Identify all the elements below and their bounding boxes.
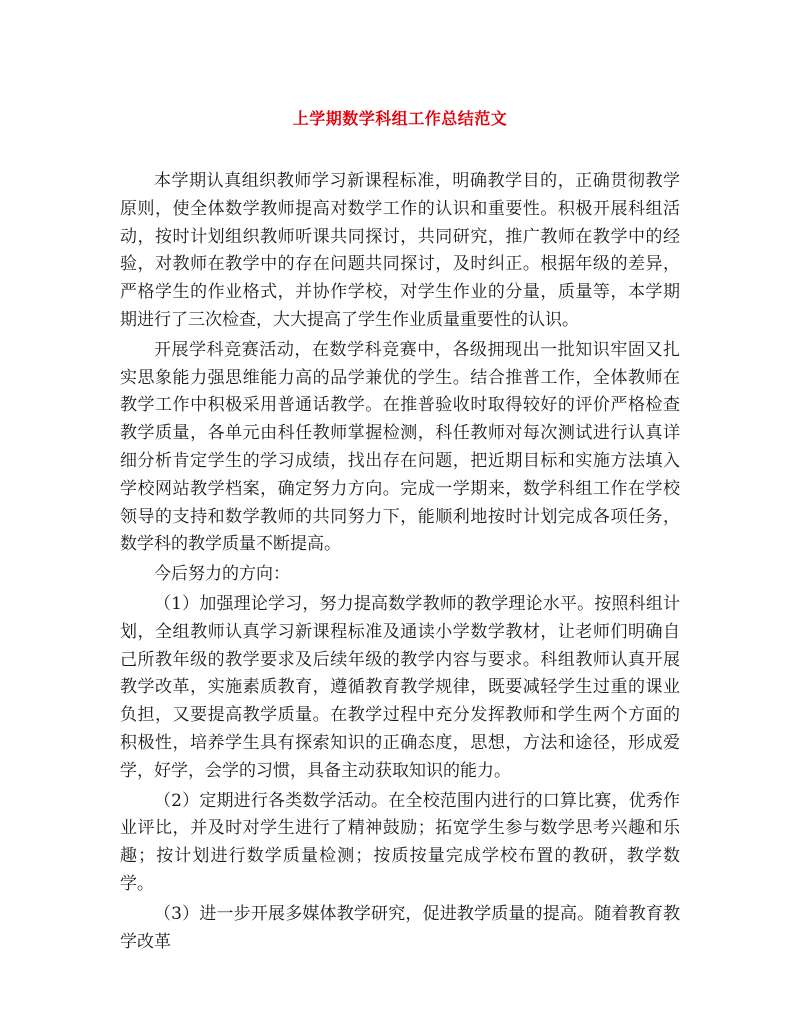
paragraph-intro: 本学期认真组织教师学习新课程标准，明确教学目的，正确贯彻教学原则，使全体数学教师提高对数学工作的认识和重要性。积极开展科组活动，按时计划组织教师听课共同探讨，共同研究，推广教师在教学中的经验，对教师在教学中的存在问题共同探讨，及时纠正。根据年级的差异，严格学生的作业格式，并协作学校，对学生作业的分量，质量等，本学期期进行了三次检查，大大提高了学生作业质量重要性的认识。 [120, 171, 680, 330]
paragraph-item-3: （3）进一步开展多媒体教学研究，促进教学质量的提高。随着教育教学改革 [120, 903, 680, 952]
paragraph-item-2: （2）定期进行各类数学活动。在全校范围内进行的口算比赛，优秀作业评比，并及时对学生进行了精神鼓励；拓宽学生参与数学思考兴趣和乐趣；按计划进行数学质量检测；按质按量完成学校布置的教研，教学数学。 [120, 790, 680, 894]
document-title: 上学期数学科组工作总结范文 [292, 109, 508, 128]
paragraph-competition: 开展学科竞赛活动，在数学科竞赛中，各级拥现出一批知识牢固又扎实思象能力强思维能力高的品学兼优的学生。结合推普工作，全体教师在教学工作中积极采用普通话教学。在推普验收时取得较好的评价严格检查教学质量，各单元由科任教师掌握检测，科任教师对每次测试进行认真详细分析肯定学生的学习成绩，找出存在问题，把近期目标和实施方法填入学校网站教学档案，确定努力方向。完成一学期来，数学科组工作在学校领导的支持和数学教师的共同努力下，能顺利地按时计划完成各项任务，数学科的教学质量不断提高。 [120, 339, 680, 555]
paragraph-future-heading: 今后努力的方向： [154, 564, 290, 585]
paragraph-item-1: （1）加强理论学习，努力提高数学教师的教学理论水平。按照科组计划，全组教师认真学习新课程标准及通读小学数学教材，让老师们明确自己所教年级的教学要求及后续年级的教学内容与要求。科组教师认真开展教学改革，实施素质教育，遵循教育教学规律，既要减轻学生过重的课业负担，又要提高教学质量。在教学过程中充分发挥教师和学生两个方面的积极性，培养学生具有探索知识的正确态度，思想，方法和途径，形成爱学，好学，会学的习惯，具备主动获取知识的能力。 [120, 593, 680, 781]
document-body [120, 168, 680, 958]
